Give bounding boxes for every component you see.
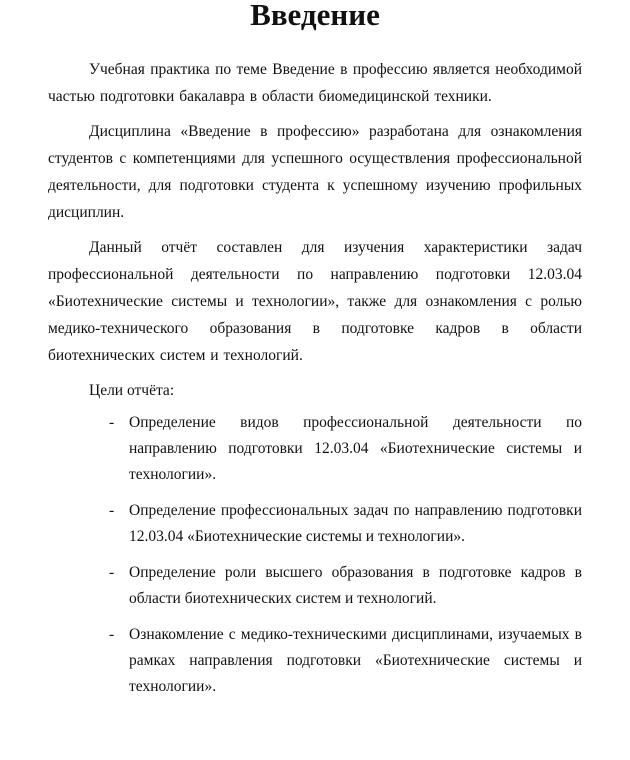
list-bullet: - [109, 414, 115, 431]
goals-list [48, 410, 582, 700]
paragraph-discipline: Дисциплина «Введение в профессию» разработана для ознакомления студентов с компетенциями для успешного осуществления профессиональной деятельности, для подготовки студента к успешному изучению профильных дисциплин. [48, 123, 582, 221]
page-title: Введение [250, 0, 380, 32]
paragraph-intro: Учебная практика по теме Введение в профессию является необходимой частью подготовки бакалавра в области биомедицинской техники. [48, 61, 582, 105]
list-item [48, 560, 582, 612]
paragraph-report: Данный отчёт составлен для изучения характеристики задач профессиональной деятельности по направлению подготовки 12.03.04 «Биотехнические системы и технологии», также для ознакомления с ролью медико-технического образования в подготовке кадров в области биотехнических систем и технологий. [48, 239, 582, 364]
list-item-text: Определение роли высшего образования в подготовке кадров в области биотехнических систем и технологий. [129, 564, 582, 607]
list-item [48, 622, 582, 700]
goals-heading: Цели отчёта: [89, 382, 175, 399]
list-bullet: - [109, 502, 115, 519]
list-item [48, 410, 582, 488]
list-bullet: - [109, 564, 115, 581]
list-bullet: - [109, 626, 115, 643]
list-item-text: Определение видов профессиональной деятельности по направлению подготовки 12.03.04 «Биотехнические системы и технологии». [129, 414, 582, 483]
list-item-text: Ознакомление с медико-техническими дисциплинами, изучаемых в рамках направления подготовки «Биотехнические системы и технологии». [129, 626, 582, 695]
list-item [48, 498, 582, 550]
list-item-text: Определение профессиональных задач по направлению подготовки 12.03.04 «Биотехнические системы и технологии». [129, 502, 582, 545]
